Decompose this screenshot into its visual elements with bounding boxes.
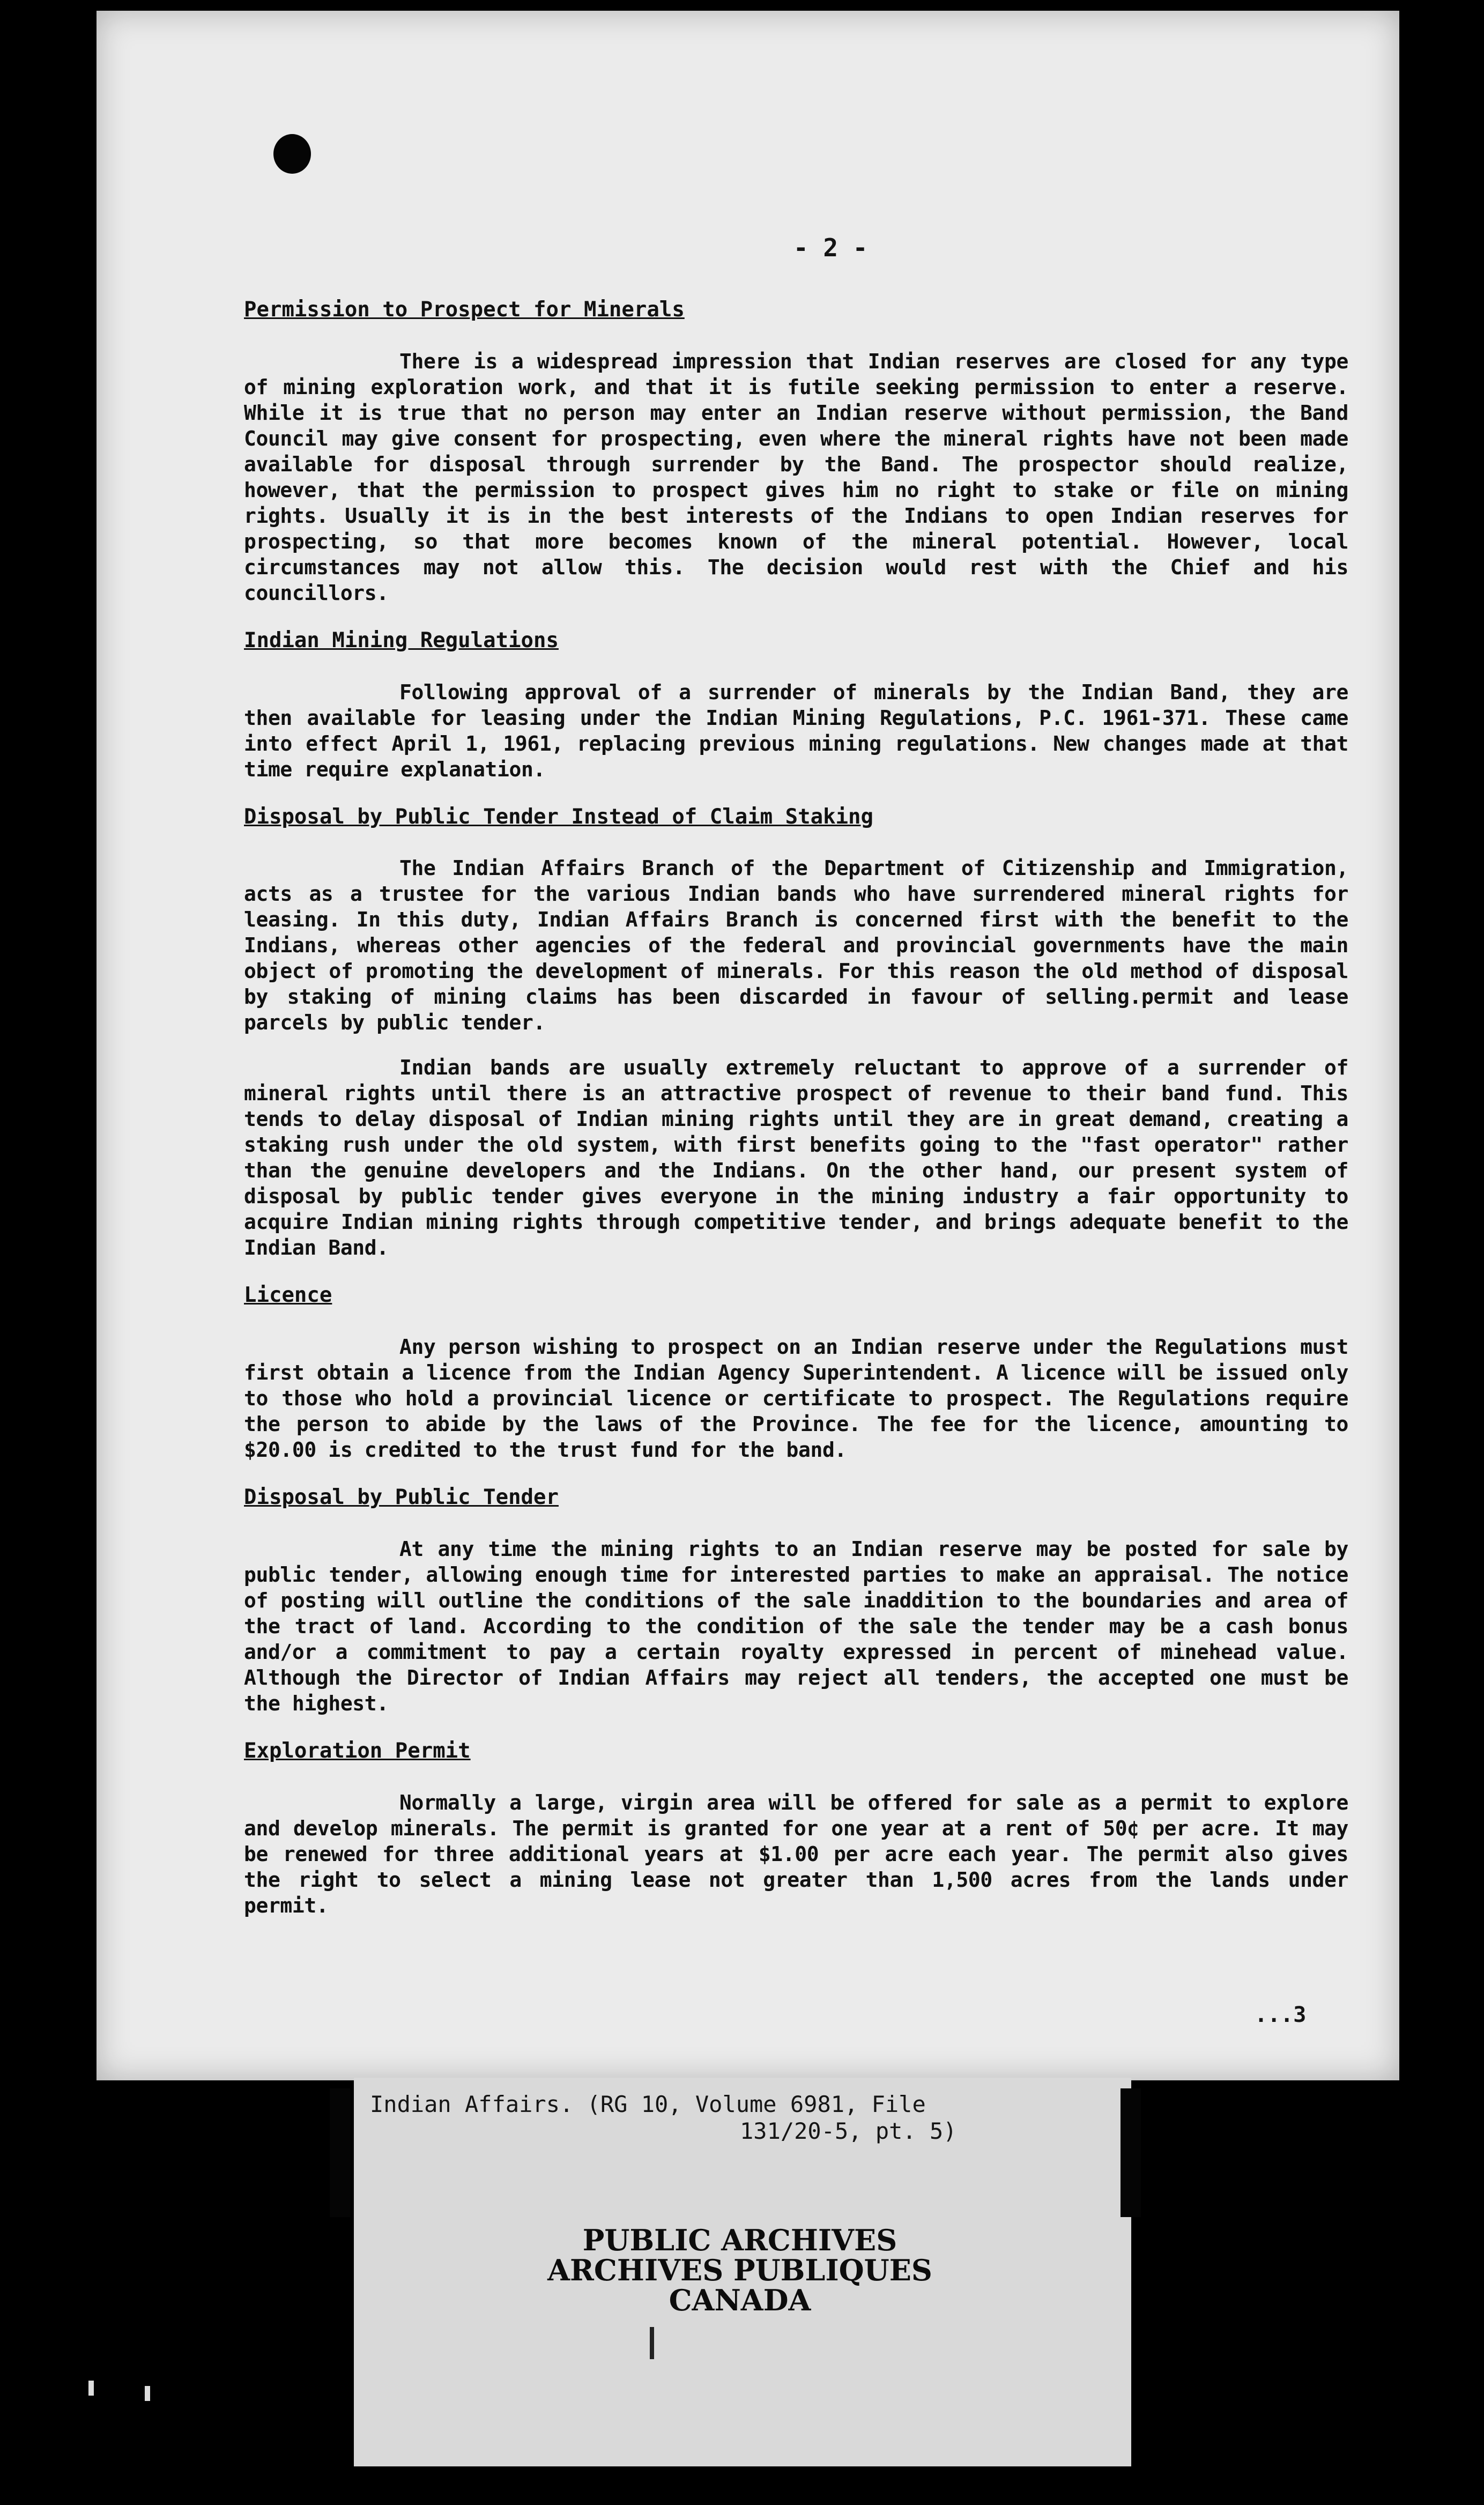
paragraph: The Indian Affairs Branch of the Department of Citizenship and Immigration, acts as a trustee for the various Indian bands who have surrendered mineral rights for leasing. In this duty, Indian Affairs Branch is concerned first with the benefit to the Indians, whereas other agencies of the federal and provincial governments have the main object of promoting the development of minerals. For this reason the old method of disposal by staking of mining claims has been discarded in favour of selling.permit and lease parcels by public tender. xyxy=(244,856,1348,1035)
section-heading: Indian Mining Regulations xyxy=(244,628,559,653)
page-number: - 2 - xyxy=(793,233,868,262)
archive-citation xyxy=(370,2091,1121,2145)
film-edge-mark xyxy=(145,2386,150,2401)
section-heading: Disposal by Public Tender Instead of Claim Staking xyxy=(244,804,873,829)
section-disposal-by-public-tender xyxy=(244,1485,1348,1716)
paragraph: Indian bands are usually extremely reluctant to approve of a surrender of mineral rights until there is an attractive prospect of revenue to their band fund. This tends to delay disposal of Indian mining rights until they are in great demand, creating a staking rush under the old system, with first benefits going to the "fast operator" rather than the genuine developers and the Indians. On the other hand, our present system of disposal by public tender gives everyone in the mining industry a fair opportunity to acquire Indian mining rights through competitive tender, and brings adequate benefit to the Indian Band. xyxy=(244,1056,1348,1260)
section-heading: Disposal by Public Tender xyxy=(244,1485,559,1510)
section-permission-to-prospect xyxy=(244,298,1348,606)
tab-mark xyxy=(650,2327,654,2359)
paragraph: Following approval of a surrender of minerals by the Indian Band, they are then available for leasing under the Indian Mining Regulations, P.C. 1961-371. These came into effect April 1, 1961, replacing previous mining regulations. New changes made at that time require explanation. xyxy=(244,680,1348,781)
citation-line-2: 131/20-5, pt. 5) xyxy=(740,2118,957,2144)
archive-stamp xyxy=(509,2225,970,2315)
stamp-line-2: ARCHIVES PUBLIQUES xyxy=(547,2253,932,2287)
section-licence xyxy=(244,1283,1348,1463)
section-heading: Exploration Permit xyxy=(244,1738,471,1763)
document-body xyxy=(244,298,1348,1941)
continued-marker: ...3 xyxy=(1255,2003,1307,2027)
section-exploration-permit xyxy=(244,1739,1348,1918)
section-heading: Licence xyxy=(244,1283,332,1308)
punch-hole xyxy=(273,134,311,174)
section-heading: Permission to Prospect for Minerals xyxy=(244,298,685,322)
paragraph: Any person wishing to prospect on an Indian reserve under the Regulations must first obtain a licence from the Indian Agency Superintendent. A licence will be issued only to those who hold a provincial licence or certificate to prospect. The Regulations require the person to abide by the laws of the Province. The fee for the licence, amounting to $20.00 is credited to the trust fund for the band. xyxy=(244,1335,1348,1462)
paragraph: There is a widespread impression that Indian reserves are closed for any type of mining exploration work, and that it is futile seeking permission to enter a reserve. While it is true that no person may enter an Indian reserve without permission, the Band Council may give consent for prospecting, even where the mineral rights have not been made available for disposal through surrender by the Band. The prospector should realize, however, that the permission to prospect gives him no right to stake or file on mining rights. Usually it is in the best interests of the Indians to open Indian reserves for prospecting, so that more becomes known of the mineral potential. However, local circumstances may not allow this. The decision would rest with the Chief and his councillors. xyxy=(244,349,1348,605)
tab-clip-right xyxy=(1121,2088,1141,2217)
paragraph: At any time the mining rights to an Indian reserve may be posted for sale by public tender, allowing enough time for interested parties to make an appraisal. The notice of posting will outline the conditions of the sale inaddition to the boundaries and area of the tract of land. According to the condition of the sale the tender may be a cash bonus and/or a commitment to pay a certain royalty expressed in percent of minehead value. Although the Director of Indian Affairs may reject all tenders, the accepted one must be the highest. xyxy=(244,1537,1348,1715)
film-edge-mark xyxy=(88,2381,94,2396)
section-indian-mining-regulations xyxy=(244,628,1348,782)
stamp-line-1: PUBLIC ARCHIVES xyxy=(582,2223,897,2257)
citation-line-1: Indian Affairs. (RG 10, Volume 6981, File xyxy=(370,2091,926,2117)
tab-clip-left xyxy=(330,2088,350,2217)
stamp-line-3: CANADA xyxy=(669,2283,811,2317)
paragraph: Normally a large, virgin area will be offered for sale as a permit to explore and develop minerals. The permit is granted for one year at a rent of 50¢ per acre. It may be renewed for three additional years at $1.00 per acre each year. The permit also gives the right to select a mining lease not greater than 1,500 acres from the lands under permit. xyxy=(244,1790,1348,1917)
section-disposal-instead-of-claim-staking xyxy=(244,805,1348,1261)
